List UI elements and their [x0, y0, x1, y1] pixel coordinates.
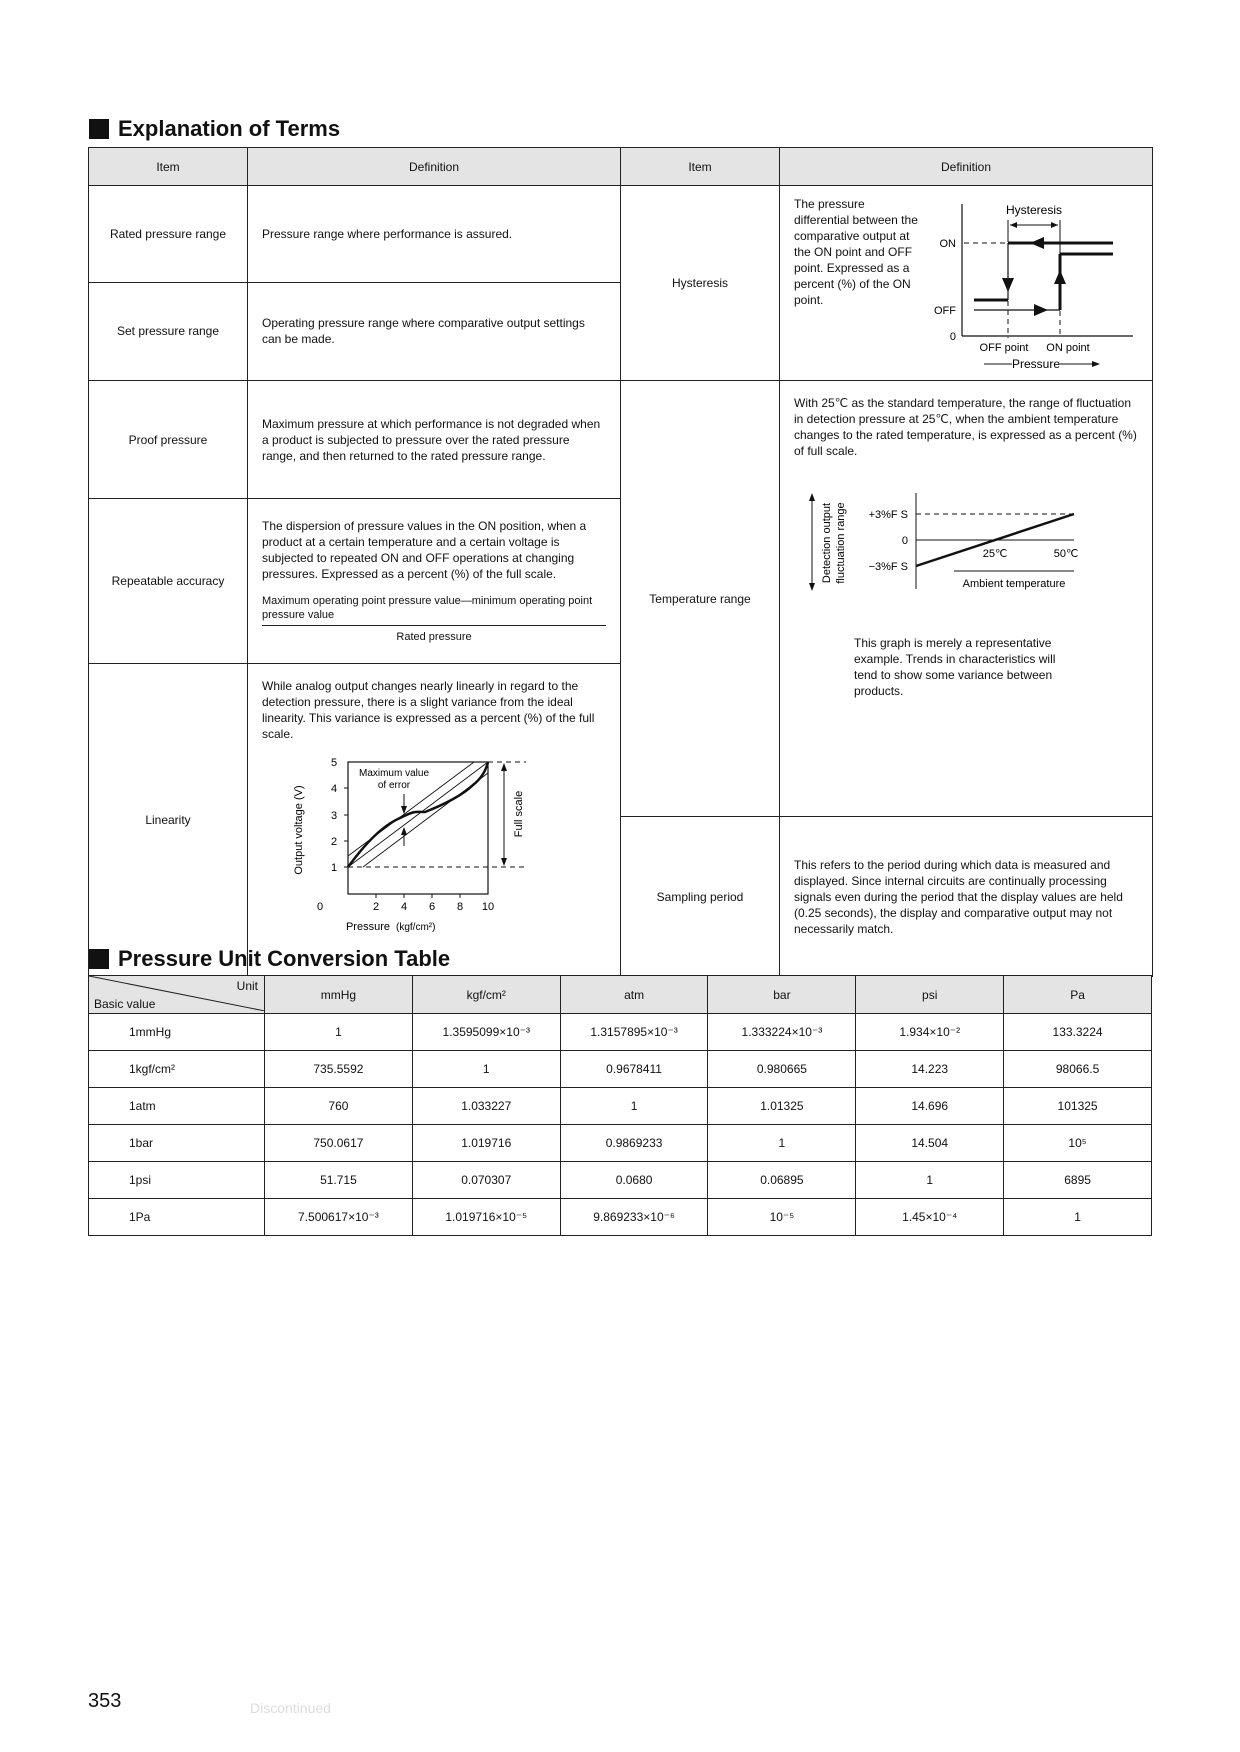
conversion-value-cell: 0.06895	[708, 1162, 856, 1199]
conversion-value-cell: 1.019716×10⁻⁵	[412, 1199, 560, 1236]
basic-value-cell: 1kgf/cm²	[89, 1051, 265, 1088]
hysteresis-label: Hysteresis	[1005, 203, 1063, 217]
x-tick-10: 10	[481, 901, 495, 913]
x-tick-6: 6	[428, 901, 436, 913]
arrow-down-icon	[809, 583, 815, 591]
conversion-value-cell: 6895	[1004, 1162, 1152, 1199]
term-sampling-period: Sampling period	[621, 817, 780, 977]
conversion-value-cell: 10⁻⁵	[708, 1199, 856, 1236]
conversion-value-cell: 760	[265, 1088, 413, 1125]
conversion-table	[88, 975, 1152, 1236]
conversion-value-cell: 1.934×10⁻²	[856, 1014, 1004, 1051]
conversion-value-cell: 1.3595099×10⁻³	[412, 1014, 560, 1051]
table-row	[89, 1088, 1152, 1125]
y-axis-label-1: Detection output	[821, 502, 833, 584]
table-row	[89, 186, 1153, 283]
arrow-right-icon	[1051, 222, 1058, 228]
arrow-up-icon	[401, 827, 407, 835]
basic-value-cell: 1Pa	[89, 1199, 265, 1236]
conversion-value-cell: 1	[1004, 1199, 1152, 1236]
conversion-value-cell: 101325	[1004, 1088, 1152, 1125]
arrow-up-icon	[809, 493, 815, 501]
conversion-value-cell: 10⁵	[1004, 1125, 1152, 1162]
y-tick-4: 4	[330, 783, 338, 795]
arrow-down-icon	[501, 858, 507, 866]
x-axis-unit: (kgf/cm²)	[396, 922, 436, 933]
square-bullet-icon	[89, 119, 109, 139]
basic-value-cell: 1psi	[89, 1162, 265, 1199]
conversion-value-cell: 1	[265, 1014, 413, 1051]
x-tick-25c: 25℃	[982, 548, 1008, 560]
term-temperature-range: Temperature range	[621, 381, 780, 817]
term-proof-pressure: Proof pressure	[89, 381, 248, 499]
temperature-graph-note: This graph is merely a representative example. Trends in characteristics will tend to show some variance between products.	[854, 636, 1056, 698]
table-row	[89, 1051, 1152, 1088]
y-tick-2: 2	[330, 836, 338, 848]
full-scale-label: Full scale	[513, 790, 525, 838]
x-axis-label: Pressure	[345, 921, 390, 933]
unit-header-mmhg: mmHg	[265, 976, 413, 1014]
y-axis-label-2: fluctuation range	[835, 502, 847, 584]
conversion-value-cell: 1.019716	[412, 1125, 560, 1162]
conversion-value-cell: 98066.5	[1004, 1051, 1152, 1088]
y-tick-plus3: +3%F S	[868, 509, 908, 521]
conversion-value-cell: 1	[412, 1051, 560, 1088]
corner-header	[89, 976, 265, 1014]
conversion-value-cell: 0.9678411	[560, 1051, 708, 1088]
label-on: ON	[939, 238, 956, 250]
x-tick-2: 2	[372, 901, 380, 913]
conversion-value-cell: 0.070307	[412, 1162, 560, 1199]
term-set-pressure-range: Set pressure range	[89, 282, 248, 380]
conversion-value-cell: 0.980665	[708, 1051, 856, 1088]
basic-value-cell: 1mmHg	[89, 1014, 265, 1051]
x-axis-label: Ambient temperature	[962, 578, 1066, 590]
definition-rated-pressure-range: Pressure range where performance is assured.	[248, 186, 621, 283]
formula-denominator: Rated pressure	[396, 630, 472, 643]
x-tick-8: 8	[456, 901, 464, 913]
conversion-header-row	[89, 976, 1152, 1014]
conversion-value-cell: 1.333224×10⁻³	[708, 1014, 856, 1051]
conversion-value-cell: 1.45×10⁻⁴	[856, 1199, 1004, 1236]
definition-hysteresis-cell	[780, 186, 1153, 381]
section-title-explanation	[89, 116, 340, 142]
definition-linearity: While analog output changes nearly linearly in regard to the detection pressure, there is a slight variance from the ideal linearity. This variance is expressed as a percent (%) of the full scale.	[262, 679, 595, 741]
section-title-conversion	[89, 946, 450, 972]
header-item-left: Item	[89, 148, 248, 186]
y-tick-minus3: −3%F S	[868, 561, 908, 573]
label-zero: 0	[949, 331, 956, 343]
conversion-value-cell: 14.504	[856, 1125, 1004, 1162]
conversion-value-cell: 1.01325	[708, 1088, 856, 1125]
definition-set-pressure-range: Operating pressure range where comparative output settings can be made.	[248, 282, 621, 380]
conversion-value-cell: 1	[856, 1162, 1004, 1199]
definition-linearity-cell	[248, 664, 621, 977]
arrow-up-icon	[501, 763, 507, 771]
x-tick-50c: 50℃	[1053, 548, 1079, 560]
definition-hysteresis: The pressure differential between the comparative output at the ON point and OFF point. Expressed as a percent (%) of the ON point.	[794, 197, 918, 307]
corner-basic-label: Basic value	[94, 997, 156, 1011]
y-tick-3: 3	[330, 810, 338, 822]
unit-header-bar: bar	[708, 976, 856, 1014]
unit-header-atm: atm	[560, 976, 708, 1014]
conversion-value-cell: 735.5592	[265, 1051, 413, 1088]
definition-sampling-period: This refers to the period during which data is measured and displayed. Since internal circuits are continually processing signals even during the period that the display values are held (0.25 seconds), the display and comparative output may not necessarily match.	[780, 817, 1153, 977]
basic-value-cell: 1atm	[89, 1088, 265, 1125]
watermark: Discontinued	[250, 1700, 331, 1716]
page-number: 353	[88, 1690, 122, 1712]
hysteresis-graph	[928, 196, 1140, 374]
y-tick-5: 5	[330, 757, 338, 769]
definition-repeatable-accuracy-cell	[248, 499, 621, 664]
table-row	[89, 1014, 1152, 1051]
conversion-value-cell: 51.715	[265, 1162, 413, 1199]
label-off-point: OFF point	[979, 342, 1029, 354]
label-on-point: ON point	[1046, 342, 1090, 354]
formula-numerator: Maximum operating point pressure value—minimum operating point pressure value	[262, 594, 606, 626]
conversion-value-cell: 750.0617	[265, 1125, 413, 1162]
temperature-graph	[804, 485, 1124, 605]
table-row	[89, 1125, 1152, 1162]
conversion-value-cell: 14.696	[856, 1088, 1004, 1125]
conversion-value-cell: 7.500617×10⁻³	[265, 1199, 413, 1236]
corner-unit-label: Unit	[236, 979, 258, 993]
term-rated-pressure-range: Rated pressure range	[89, 186, 248, 283]
label-pressure: Pressure	[1011, 357, 1061, 371]
arrow-left-icon	[1030, 237, 1044, 249]
conversion-value-cell: 0.9869233	[560, 1125, 708, 1162]
definition-temperature-cell	[780, 381, 1153, 817]
section-title-text: Explanation of Terms	[118, 116, 341, 141]
term-hysteresis: Hysteresis	[621, 186, 780, 381]
basic-value-cell: 1bar	[89, 1125, 265, 1162]
unit-header-pa: Pa	[1004, 976, 1152, 1014]
table-row	[89, 1199, 1152, 1236]
arrow-left-icon	[1010, 222, 1017, 228]
arrow-right-icon	[1034, 304, 1048, 316]
header-definition-right: Definition	[780, 148, 1153, 186]
definition-proof-pressure: Maximum pressure at which performance is not degraded when a product is subjected to pressure over the rated pressure range, and then returned to the rated pressure range.	[248, 381, 621, 499]
terms-table	[88, 147, 1153, 977]
arrow-up-icon	[1054, 270, 1066, 284]
conversion-value-cell: 1.033227	[412, 1088, 560, 1125]
definition-temperature-range: With 25℃ as the standard temperature, the range of fluctuation in detection pressure at 25℃, when the ambient temperature changes to the rated temperature, is expressed as a percent (%) of full scale.	[794, 396, 1137, 458]
unit-header-psi: psi	[856, 976, 1004, 1014]
square-bullet-icon	[89, 949, 109, 969]
term-repeatable-accuracy: Repeatable accuracy	[89, 499, 248, 664]
label-off: OFF	[934, 305, 956, 317]
linearity-graph	[286, 750, 566, 950]
header-item-right: Item	[621, 148, 780, 186]
plot-frame	[348, 762, 488, 894]
conversion-value-cell: 1.3157895×10⁻³	[560, 1014, 708, 1051]
terms-header-row	[89, 148, 1153, 186]
table-row	[89, 381, 1153, 499]
y-tick-zero: 0	[901, 535, 908, 547]
conversion-value-cell: 1	[708, 1125, 856, 1162]
conversion-value-cell: 133.3224	[1004, 1014, 1152, 1051]
header-definition-left: Definition	[248, 148, 621, 186]
term-linearity: Linearity	[89, 664, 248, 977]
conversion-value-cell: 14.223	[856, 1051, 1004, 1088]
annotation-max-error-2: of error	[377, 780, 411, 791]
section-title-text: Pressure Unit Conversion Table	[118, 946, 451, 971]
table-row	[89, 1162, 1152, 1199]
x-tick-4: 4	[400, 901, 408, 913]
arrow-right-icon	[1092, 361, 1100, 367]
definition-repeatable-accuracy: The dispersion of pressure values in the ON position, when a product at a certain temperature and a certain voltage is subjected to repeated ON and OFF operations at changing pressures. Expressed as a percent (%) of the full scale.	[262, 518, 587, 581]
conversion-value-cell: 1	[560, 1088, 708, 1125]
repeatable-accuracy-formula	[262, 594, 606, 645]
x-tick-0: 0	[316, 901, 324, 913]
conversion-value-cell: 9.869233×10⁻⁶	[560, 1199, 708, 1236]
conversion-value-cell: 0.0680	[560, 1162, 708, 1199]
y-tick-1: 1	[330, 862, 338, 874]
y-axis-label: Output voltage (V)	[293, 785, 305, 875]
annotation-max-error-1: Maximum value	[358, 768, 430, 779]
arrow-down-icon	[1002, 278, 1014, 292]
unit-header-kgfcm2: kgf/cm²	[412, 976, 560, 1014]
